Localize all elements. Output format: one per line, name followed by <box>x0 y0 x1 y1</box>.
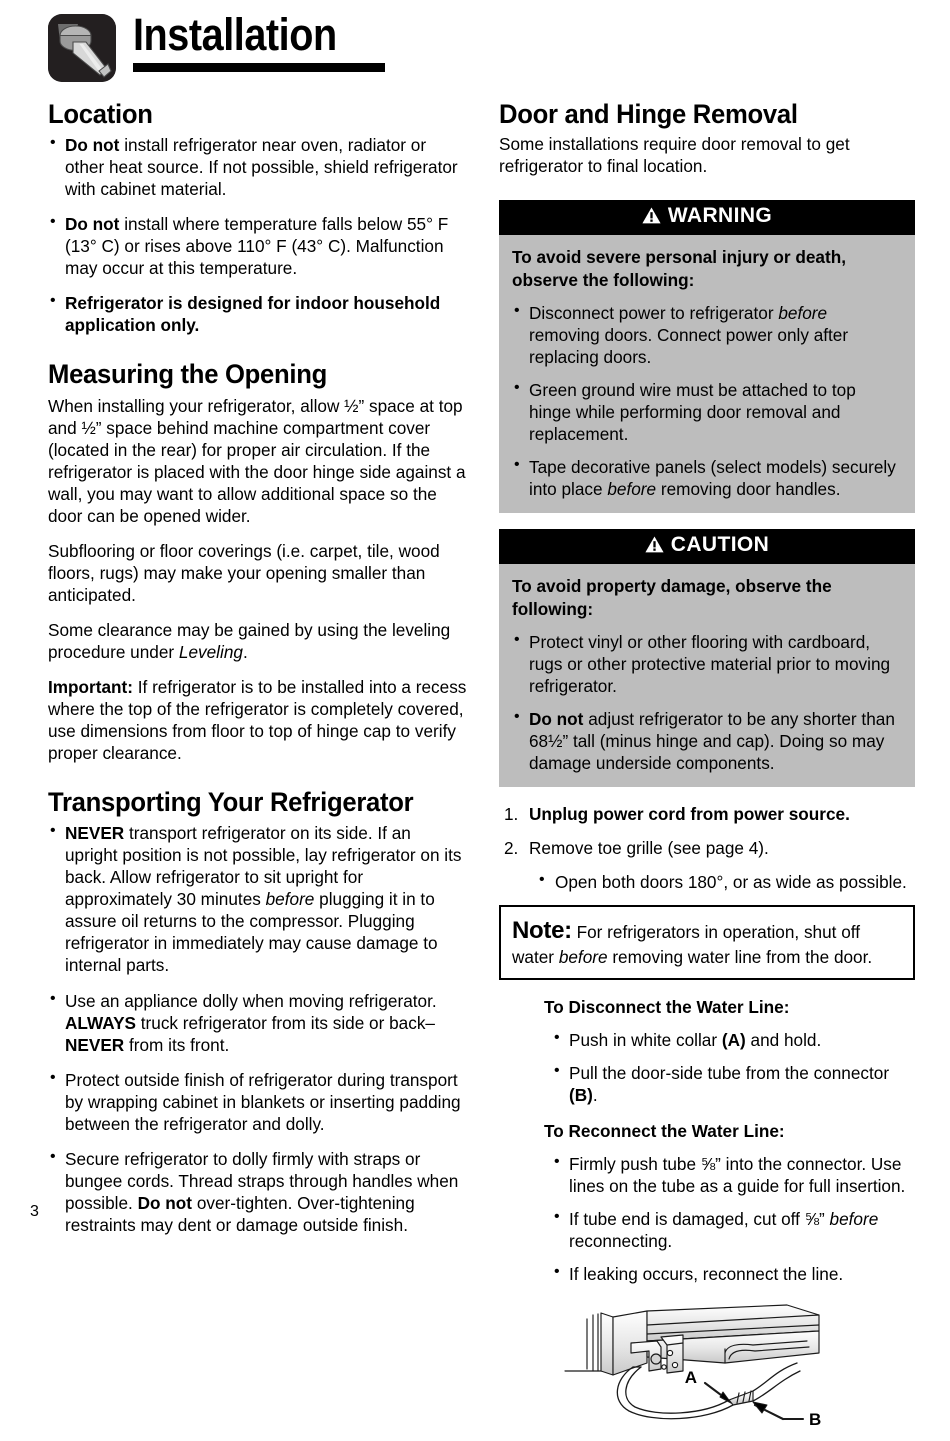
list-item: • If tube end is damaged, cut off ⅝” before reconnecting. <box>552 1208 915 1252</box>
warning-label: WARNING <box>667 204 773 228</box>
diagram-label-b: B <box>809 1409 822 1429</box>
title-underline <box>133 63 385 72</box>
list-item: • Use an appliance dolly when moving refrigerator. ALWAYS truck refrigerator from its side or back–NEVER from its front. <box>48 990 468 1056</box>
step-item: 2. Remove toe grille (see page 4). <box>504 838 769 859</box>
door-hinge-intro: Some installations require door removal to get refrigerator to final location. <box>499 134 850 177</box>
list-item: • Push in white collar (A) and hold. <box>552 1029 915 1051</box>
disconnect-heading: To Disconnect the Water Line: <box>544 996 790 1017</box>
page-number: 3 <box>30 1203 39 1220</box>
list-item: • Do not adjust refrigerator to be any shorter than 68½” tall (minus hinge and cap). Doing so may damage underside components. <box>512 708 902 774</box>
measuring-paragraphs <box>48 395 468 764</box>
page-title-group <box>133 9 463 72</box>
note-text <box>512 915 902 969</box>
water-line-connector-diagram <box>499 1301 915 1441</box>
note-box <box>499 905 915 980</box>
list-item: • Firmly push tube ⅝” into the connector. Use lines on the tube as a guide for full insertion. <box>552 1153 915 1197</box>
list-item: • Tape decorative panels (select models) securely into place before removing door handles. <box>512 456 902 500</box>
list-item: • Protect outside finish of refrigerator during transport by wrapping cabinet in blankets or inserting padding between the refrigerator and dolly. <box>48 1069 468 1135</box>
caution-bullet-list <box>512 631 902 774</box>
screwdriver-icon <box>48 14 116 82</box>
warning-box <box>499 200 915 513</box>
location-bullet-list <box>48 134 468 336</box>
note-label: Note: <box>512 917 572 945</box>
reconnect-heading: To Reconnect the Water Line: <box>544 1120 785 1141</box>
caution-header <box>499 529 915 564</box>
right-column <box>499 100 915 1441</box>
page-header <box>48 9 468 96</box>
note-body: For refrigerators in operation, shut off water before removing water line from the door. <box>512 922 873 968</box>
list-item: • Protect vinyl or other flooring with cardboard, rugs or other protective material prior to moving refrigerator. <box>512 631 902 697</box>
list-item: • Do not install refrigerator near oven, radiator or other heat source. If not possible, shield refrigerator with cabinet material. <box>48 134 468 200</box>
transporting-bullet-list <box>48 822 468 1235</box>
warning-triangle-icon <box>642 207 661 229</box>
caution-box <box>499 529 915 787</box>
warning-lead: To avoid severe personal injury or death, observe the following: <box>512 247 846 290</box>
page-title: Installation <box>133 9 337 60</box>
warning-bullet-list <box>512 302 902 500</box>
step-number: 1. <box>504 804 519 825</box>
list-item: • Disconnect power to refrigerator before removing doors. Connect power only after replacing doors. <box>512 302 902 368</box>
caution-body <box>499 564 915 787</box>
list-item: • Pull the door-side tube from the connector (B). <box>552 1062 915 1106</box>
paragraph: When installing your refrigerator, allow ½” space at top and ½” space behind machine compartment cover (located in the rear) for proper air circulation. If the refrigerator is placed with the door hinge side against a wall, you may want to allow additional space so the door can be opened wider. <box>48 395 466 526</box>
list-item: • Refrigerator is designed for indoor household application only. <box>48 292 468 336</box>
caution-label: CAUTION <box>670 533 770 557</box>
paragraph: Some clearance may be gained by using the leveling procedure under Leveling. <box>48 619 451 662</box>
transporting-heading: Transporting Your Refrigerator <box>48 787 414 818</box>
left-column <box>48 100 468 1236</box>
list-item: • Secure refrigerator to dolly firmly with straps or bungee cords. Thread straps through handles when possible. Do not over-tighten. Over-tightening restraints may dent or damage outside finish. <box>48 1148 468 1236</box>
removal-steps-list <box>499 803 915 859</box>
warning-triangle-icon <box>645 536 664 558</box>
door-hinge-heading: Door and Hinge Removal <box>499 99 798 129</box>
reconnect-bullet-list <box>544 1153 915 1285</box>
removal-substep: • Open both doors 180°, or as wide as possible. <box>499 871 915 893</box>
warning-body <box>499 235 915 513</box>
list-item: • NEVER transport refrigerator on its side. If an upright position is not possible, lay refrigerator on its back. Allow refrigerator to sit upright for approximately 30 minutes before plugging it in to assure oil returns to the compressor. Plugging refrigerator in immediately may cause damage to internal parts. <box>48 822 468 976</box>
paragraph: Important: If refrigerator is to be installed into a recess where the top of the refrigerator is completely covered, use dimensions from floor to top of hinge cap to verify proper clearance. <box>48 676 467 764</box>
disconnect-bullet-list <box>544 1029 915 1106</box>
step-item: 1. Unplug power cord from power source. <box>504 804 850 825</box>
location-heading: Location <box>48 99 153 129</box>
list-item: • Do not install where temperature falls below 55° F (13° C) or rises above 110° F (43° C). Malfunction may occur at this temperature. <box>48 213 468 279</box>
step-number: 2. <box>504 838 519 859</box>
list-item: • Green ground wire must be attached to top hinge while performing door removal and replacement. <box>512 379 902 445</box>
caution-lead: To avoid property damage, observe the following: <box>512 576 832 619</box>
list-item: • If leaking occurs, reconnect the line. <box>552 1263 915 1285</box>
paragraph: Subflooring or floor coverings (i.e. carpet, tile, wood floors, rugs) may make your opening smaller than anticipated. <box>48 540 440 605</box>
diagram-label-a: A <box>684 1367 697 1387</box>
measuring-heading: Measuring the Opening <box>48 359 328 390</box>
warning-header <box>499 200 915 235</box>
